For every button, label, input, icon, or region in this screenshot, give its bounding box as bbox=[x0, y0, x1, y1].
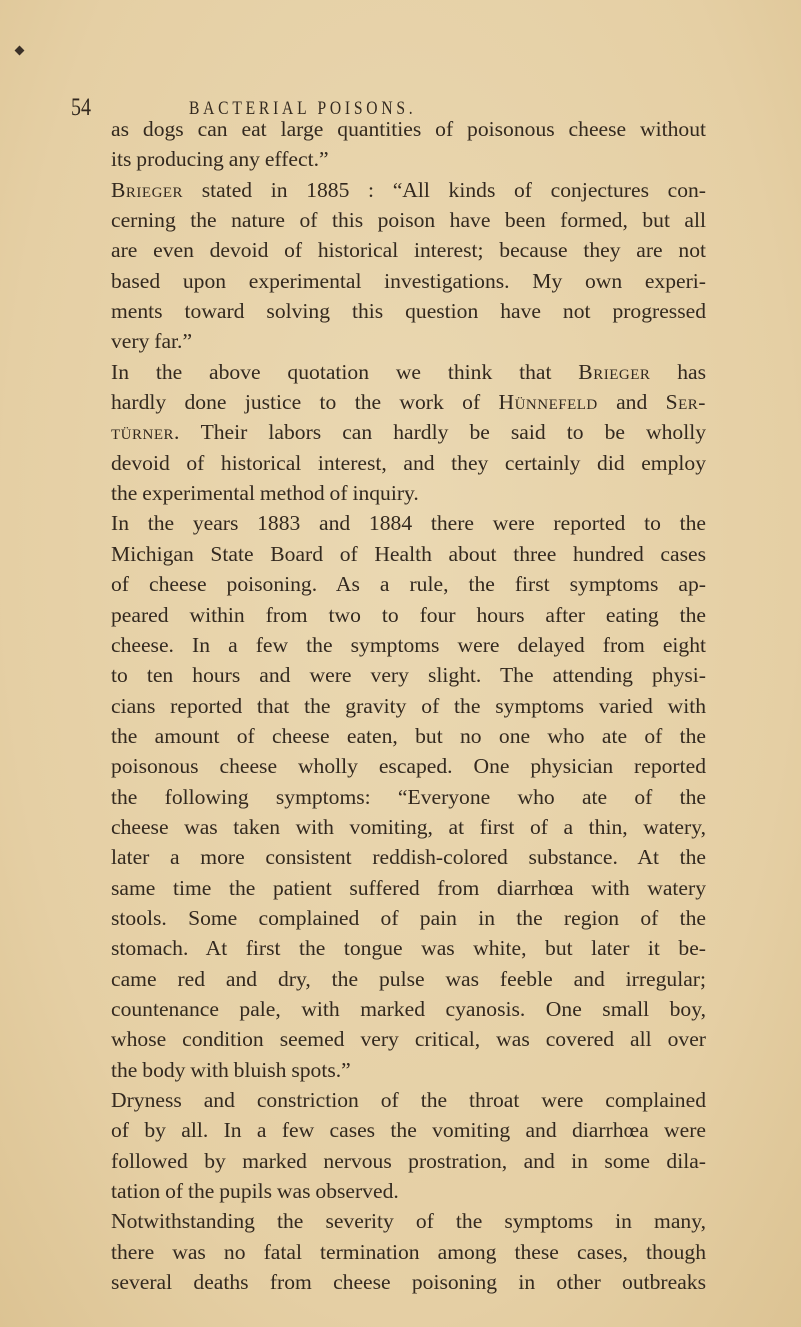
text-span: and bbox=[597, 390, 666, 415]
text-span: of by all. In a few cases the vomiting and diarrhœa were bbox=[111, 1118, 706, 1143]
text-span: tation of the pupils was observed. bbox=[111, 1179, 399, 1204]
text-line bbox=[111, 144, 706, 174]
text-line bbox=[111, 235, 706, 265]
text-line bbox=[111, 1055, 706, 1085]
text-line bbox=[111, 812, 706, 842]
text-line bbox=[111, 903, 706, 933]
text-line bbox=[111, 691, 706, 721]
text-line bbox=[111, 296, 706, 326]
text-line bbox=[111, 994, 706, 1024]
text-line bbox=[111, 721, 706, 751]
text-line bbox=[111, 417, 706, 447]
text-span: whose condition seemed very critical, was covered all over bbox=[111, 1027, 706, 1052]
text-line bbox=[111, 539, 706, 569]
text-span: the amount of cheese eaten, but no one who ate of the bbox=[111, 723, 706, 748]
text-span: as dogs can eat large quantities of poisonous cheese without bbox=[111, 117, 706, 141]
text-span: came red and dry, the pulse was feeble and irregular; bbox=[111, 966, 706, 991]
text-span: cerning the nature of this poison have been formed, but all bbox=[111, 208, 706, 233]
body-text bbox=[111, 114, 706, 1297]
text-line bbox=[111, 1267, 706, 1297]
text-line bbox=[111, 933, 706, 963]
text-span: the body with bluish spots.” bbox=[111, 1057, 351, 1082]
text-span: has bbox=[650, 359, 706, 384]
text-span: based upon experimental investigations. My own experi- bbox=[111, 268, 706, 293]
text-span: devoid of historical interest, and they certainly did employ bbox=[111, 450, 706, 475]
text-line bbox=[111, 114, 706, 144]
text-span: peared within from two to four hours after eating the bbox=[111, 602, 706, 627]
text-line bbox=[111, 1085, 706, 1115]
author-name: türner. bbox=[111, 420, 180, 445]
text-line bbox=[111, 842, 706, 872]
text-line bbox=[111, 326, 706, 356]
text-line bbox=[111, 478, 706, 508]
text-line bbox=[111, 782, 706, 812]
text-line bbox=[111, 266, 706, 296]
text-line bbox=[111, 1176, 706, 1206]
text-line bbox=[111, 1206, 706, 1236]
text-span: stools. Some complained of pain in the region of the bbox=[111, 905, 706, 930]
text-span: Notwithstanding the severity of the symptoms in many, bbox=[111, 1209, 706, 1234]
text-span: stomach. At first the tongue was white, but later it be- bbox=[111, 936, 706, 961]
text-span: of cheese poisoning. As a rule, the first symptoms ap- bbox=[111, 572, 706, 597]
text-span: its producing any effect.” bbox=[111, 147, 329, 172]
text-line bbox=[111, 205, 706, 235]
text-span: In the years 1883 and 1884 there were reported to the bbox=[111, 511, 706, 536]
text-line bbox=[111, 357, 706, 387]
text-span: followed by marked nervous prostration, and in some dila- bbox=[111, 1148, 706, 1173]
text-span: to ten hours and were very slight. The attending physi- bbox=[111, 663, 706, 688]
page-number: 54 bbox=[71, 94, 91, 121]
author-name: Ser- bbox=[665, 390, 706, 415]
text-line bbox=[111, 569, 706, 599]
text-span: Their labors can hardly be said to be wholly bbox=[179, 420, 706, 445]
text-span: In the above quotation we think that bbox=[111, 359, 579, 384]
text-line bbox=[111, 1024, 706, 1054]
text-span: later a more consistent reddish-colored substance. At the bbox=[111, 845, 706, 870]
text-line bbox=[111, 660, 706, 690]
text-span: cians reported that the gravity of the symptoms varied with bbox=[111, 693, 706, 718]
text-line bbox=[111, 448, 706, 478]
text-line bbox=[111, 964, 706, 994]
text-span: Dryness and constriction of the throat were complained bbox=[111, 1088, 706, 1112]
running-title: BACTERIAL POISONS. bbox=[189, 98, 417, 119]
text-span: there was no fatal termination among these cases, though bbox=[111, 1239, 706, 1264]
text-span: the experimental method of inquiry. bbox=[111, 481, 419, 506]
text-span: same time the patient suffered from diarrhœa with watery bbox=[111, 875, 706, 900]
text-span: cheese was taken with vomiting, at first of a thin, watery, bbox=[111, 814, 706, 839]
text-span: countenance pale, with marked cyanosis. One small boy, bbox=[111, 996, 706, 1021]
text-span: several deaths from cheese poisoning in other outbreaks bbox=[111, 1270, 706, 1295]
text-line bbox=[111, 1146, 706, 1176]
text-span: are even devoid of historical interest; because they are not bbox=[111, 238, 706, 263]
text-span: poisonous cheese wholly escaped. One physician reported bbox=[111, 754, 706, 779]
text-line bbox=[111, 600, 706, 630]
text-line bbox=[111, 630, 706, 660]
text-line bbox=[111, 175, 706, 205]
text-span: hardly done justice to the work of bbox=[111, 390, 499, 415]
text-span: cheese. In a few the symptoms were delayed from eight bbox=[111, 632, 706, 657]
text-span: stated in 1885 : “All kinds of conjectures con- bbox=[183, 177, 706, 202]
text-span: the following symptoms: “Everyone who ate of the bbox=[111, 784, 706, 809]
text-line bbox=[111, 751, 706, 781]
text-line bbox=[111, 1237, 706, 1267]
margin-mark bbox=[15, 46, 25, 56]
text-line bbox=[111, 508, 706, 538]
text-line bbox=[111, 873, 706, 903]
text-span: ments toward solving this question have not progressed bbox=[111, 299, 706, 324]
author-name: Hünnefeld bbox=[498, 390, 598, 415]
text-line bbox=[111, 1115, 706, 1145]
author-name: Brieger bbox=[578, 359, 651, 384]
text-line bbox=[111, 387, 706, 417]
text-span: very far.” bbox=[111, 329, 193, 354]
author-name: Brieger bbox=[111, 177, 184, 202]
text-span: Michigan State Board of Health about three hundred cases bbox=[111, 541, 706, 566]
